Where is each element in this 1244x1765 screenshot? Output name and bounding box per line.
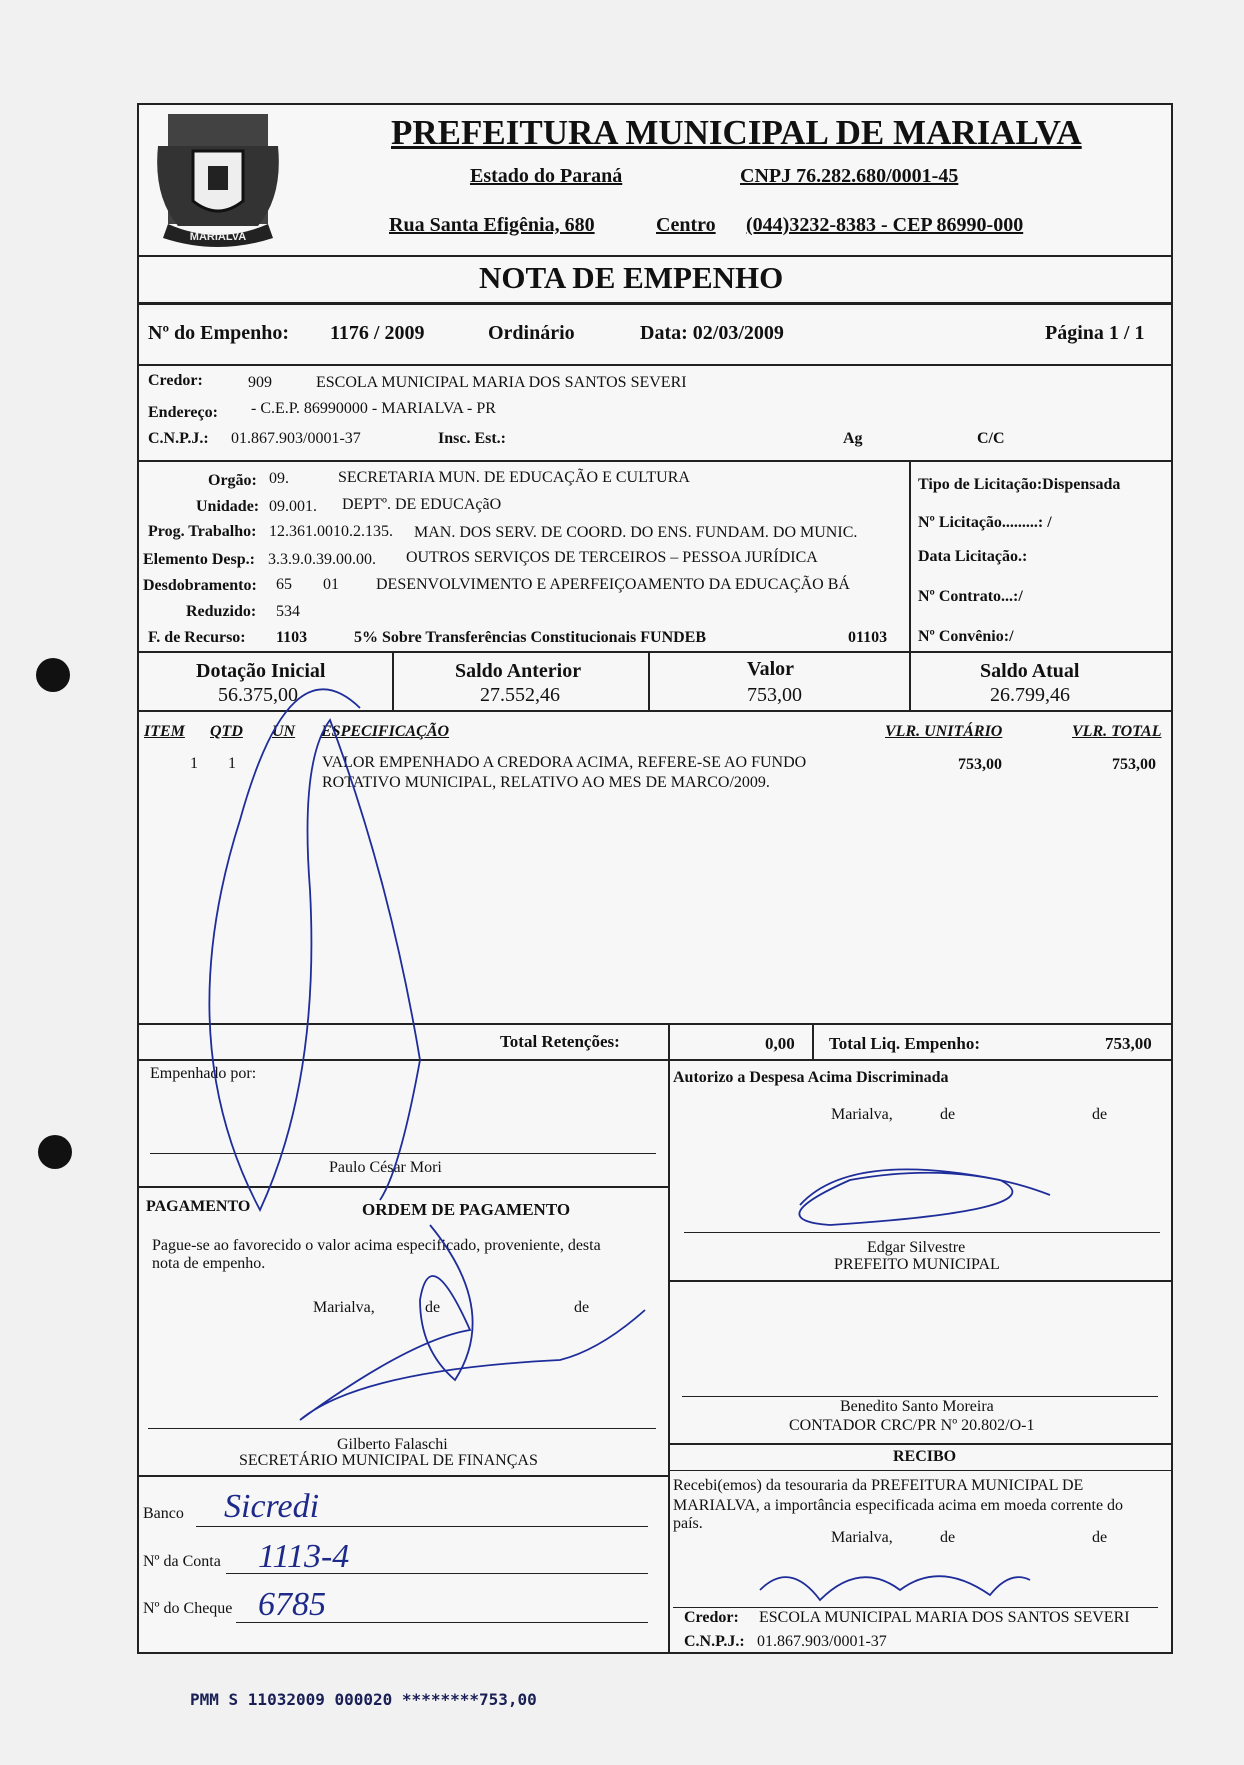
recibo-credor-label: Credor: [684, 1609, 739, 1626]
unidade-code: 09.001. [269, 498, 317, 515]
col-qtd: QTD [210, 723, 243, 740]
pagamento-text-line2: nota de empenho. [152, 1255, 266, 1272]
recibo-cnpj: 01.867.903/0001-37 [757, 1633, 887, 1650]
conta-label: Nº da Conta [143, 1553, 221, 1570]
item-spec-line2: ROTATIVO MUNICIPAL, RELATIVO AO MES DE MARCO/2009. [322, 774, 770, 791]
total-liquido-value: 753,00 [1105, 1034, 1152, 1053]
licitacao-numero: Nº Licitação.........: / [918, 514, 1052, 531]
desdobramento-a: 65 [276, 576, 292, 593]
desdobramento-label: Desdobramento: [143, 577, 257, 594]
recibo-credor-name: ESCOLA MUNICIPAL MARIA DOS SANTOS SEVERI [759, 1609, 1130, 1626]
cnpj-label: C.N.P.J.: [148, 430, 209, 447]
conta-handwritten: 1113-4 [258, 1538, 350, 1575]
municipal-crest-icon [148, 106, 288, 254]
reduzido-code: 534 [276, 603, 300, 620]
item-number: 1 [190, 755, 198, 772]
recurso-code: 1103 [276, 629, 308, 646]
recibo-de-2: de [1092, 1529, 1108, 1546]
address-label: Endereço: [148, 404, 218, 421]
recurso-name: 5% Sobre Transferências Constitucionais FUNDEB [354, 629, 707, 646]
orgao-label: Orgão: [208, 472, 257, 489]
credor-name: ESCOLA MUNICIPAL MARIA DOS SANTOS SEVERI [316, 374, 687, 391]
recibo-cnpj-label: C.N.P.J.: [684, 1633, 745, 1650]
prog-name: MAN. DOS SERV. DE COORD. DO ENS. FUNDAM. DO MUNIC. [414, 524, 858, 541]
financas-name: Gilberto Falaschi [337, 1436, 448, 1453]
credor-address: - C.E.P. 86990000 - MARIALVA - PR [251, 400, 496, 417]
orgao-code: 09. [269, 470, 289, 487]
header-district: Centro [656, 214, 716, 236]
saldo-anterior-label: Saldo Anterior [455, 660, 582, 682]
item-spec-line1: VALOR EMPENHADO A CREDORA ACIMA, REFERE-SE AO FUNDO [322, 754, 807, 771]
saldo-atual-value: 26.799,46 [990, 684, 1070, 706]
empenho-date: Data: 02/03/2009 [640, 322, 784, 344]
document-title: NOTA DE EMPENHO [479, 260, 784, 295]
licitacao-data: Data Licitação.: [918, 548, 1028, 565]
autorizo-de-1: de [940, 1106, 956, 1123]
header-title: PREFEITURA MUNICIPAL DE MARIALVA [391, 113, 1082, 152]
recibo-text-line3: país. [673, 1515, 703, 1532]
col-vlr-unitario: VLR. UNITÁRIO [885, 723, 1003, 740]
desdobramento-name: DESENVOLVIMENTO E APERFEIÇOAMENTO DA EDUCAÇÃO BÁ [376, 576, 850, 593]
cheque-label: Nº do Cheque [143, 1600, 233, 1617]
empenho-label: Nº do Empenho: [148, 322, 290, 344]
autorizo-place: Marialva, [831, 1106, 893, 1123]
insc-est-label: Insc. Est.: [438, 430, 507, 447]
total-retencoes-value: 0,00 [765, 1034, 795, 1053]
credor-code: 909 [248, 374, 272, 391]
crest-banner-text: MARIALVA [189, 231, 247, 243]
recurso-ref: 01103 [848, 629, 888, 646]
valor-label: Valor [747, 658, 795, 680]
footer-mechanical-stamp: PMM S 11032009 000020 ********753,00 [190, 1690, 537, 1709]
punch-hole [36, 658, 70, 692]
recibo-place: Marialva, [831, 1529, 893, 1546]
header-phone-cep: (044)3232-8383 - CEP 86990-000 [746, 214, 1024, 236]
total-retencoes-label: Total Retenções: [500, 1032, 620, 1051]
pagamento-label: PAGAMENTO [146, 1198, 251, 1215]
ordem-pagamento-title: ORDEM DE PAGAMENTO [362, 1200, 571, 1219]
credor-label: Credor: [148, 372, 203, 389]
unidade-name: DEPTº. DE EDUCAçãO [342, 496, 502, 513]
prog-code: 12.361.0010.2.135. [269, 523, 393, 540]
header-address: Rua Santa Efigênia, 680 [389, 214, 595, 236]
licitacao-tipo: Tipo de Licitação:Dispensada [918, 476, 1121, 493]
pagamento-de-2: de [574, 1299, 590, 1316]
col-item: ITEM [144, 723, 185, 740]
empenhado-name: Paulo César Mori [329, 1159, 442, 1176]
dotacao-inicial-label: Dotação Inicial [196, 660, 326, 682]
desdobramento-b: 01 [323, 576, 339, 593]
prefeito-role: PREFEITO MUNICIPAL [834, 1256, 1000, 1273]
credor-cnpj: 01.867.903/0001-37 [231, 430, 361, 447]
contador-name: Benedito Santo Moreira [840, 1398, 994, 1415]
prefeito-name: Edgar Silvestre [867, 1239, 966, 1256]
contador-role: CONTADOR CRC/PR Nº 20.802/O-1 [789, 1417, 1035, 1434]
ag-label: Ag [843, 430, 863, 447]
autorizo-label: Autorizo a Despesa Acima Discriminada [673, 1069, 949, 1086]
page-number: Página 1 / 1 [1045, 322, 1145, 344]
pagamento-place: Marialva, [313, 1299, 375, 1316]
col-especificacao: ESPECIFICAÇÃO [321, 723, 450, 740]
dotacao-inicial-value: 56.375,00 [218, 684, 298, 706]
punch-hole [38, 1135, 72, 1169]
recibo-text-line1: Recebi(emos) da tesouraria da PREFEITURA MUNICIPAL DE [673, 1477, 1084, 1494]
saldo-atual-label: Saldo Atual [980, 660, 1080, 682]
saldo-anterior-value: 27.552,46 [480, 684, 560, 706]
elemento-label: Elemento Desp.: [143, 551, 255, 568]
header-cnpj: CNPJ 76.282.680/0001-45 [740, 165, 959, 187]
col-vlr-total: VLR. TOTAL [1072, 723, 1162, 740]
convenio-number: Nº Convênio:/ [918, 628, 1014, 645]
empenho-number: 1176 / 2009 [330, 322, 425, 344]
elemento-name: OUTROS SERVIÇOS DE TERCEIROS – PESSOA JURÍDICA [406, 549, 818, 566]
contrato-number: Nº Contrato...:/ [918, 588, 1023, 605]
autorizo-de-2: de [1092, 1106, 1108, 1123]
valor-value: 753,00 [747, 684, 802, 706]
col-un: UN [272, 723, 296, 740]
pagamento-text-line1: Pague-se ao favorecido o valor acima especificado, proveniente, desta [152, 1237, 601, 1254]
orgao-name: SECRETARIA MUN. DE EDUCAÇÃO E CULTURA [338, 469, 690, 486]
item-unit-value: 753,00 [958, 756, 1002, 773]
cheque-handwritten: 6785 [258, 1586, 326, 1623]
elemento-code: 3.3.9.0.39.00.00. [268, 551, 376, 568]
total-liquido-label: Total Liq. Empenho: [829, 1034, 980, 1053]
prog-label: Prog. Trabalho: [148, 523, 257, 540]
item-total-value: 753,00 [1112, 756, 1156, 773]
banco-handwritten: Sicredi [224, 1488, 320, 1525]
recibo-text-line2: MARIALVA, a importância especificada acima em moeda corrente do [673, 1497, 1124, 1514]
unidade-label: Unidade: [196, 498, 260, 515]
recibo-title: RECIBO [893, 1448, 957, 1465]
empenhado-label: Empenhado por: [150, 1065, 257, 1082]
financas-role: SECRETÁRIO MUNICIPAL DE FINANÇAS [239, 1452, 538, 1469]
recurso-label: F. de Recurso: [148, 629, 246, 646]
empenho-type: Ordinário [488, 322, 575, 344]
item-qtd: 1 [228, 755, 236, 772]
banco-label: Banco [143, 1505, 184, 1522]
recibo-de-1: de [940, 1529, 956, 1546]
header-state: Estado do Paraná [470, 165, 623, 187]
pagamento-de-1: de [425, 1299, 441, 1316]
cc-label: C/C [977, 430, 1005, 447]
reduzido-label: Reduzido: [186, 603, 257, 620]
